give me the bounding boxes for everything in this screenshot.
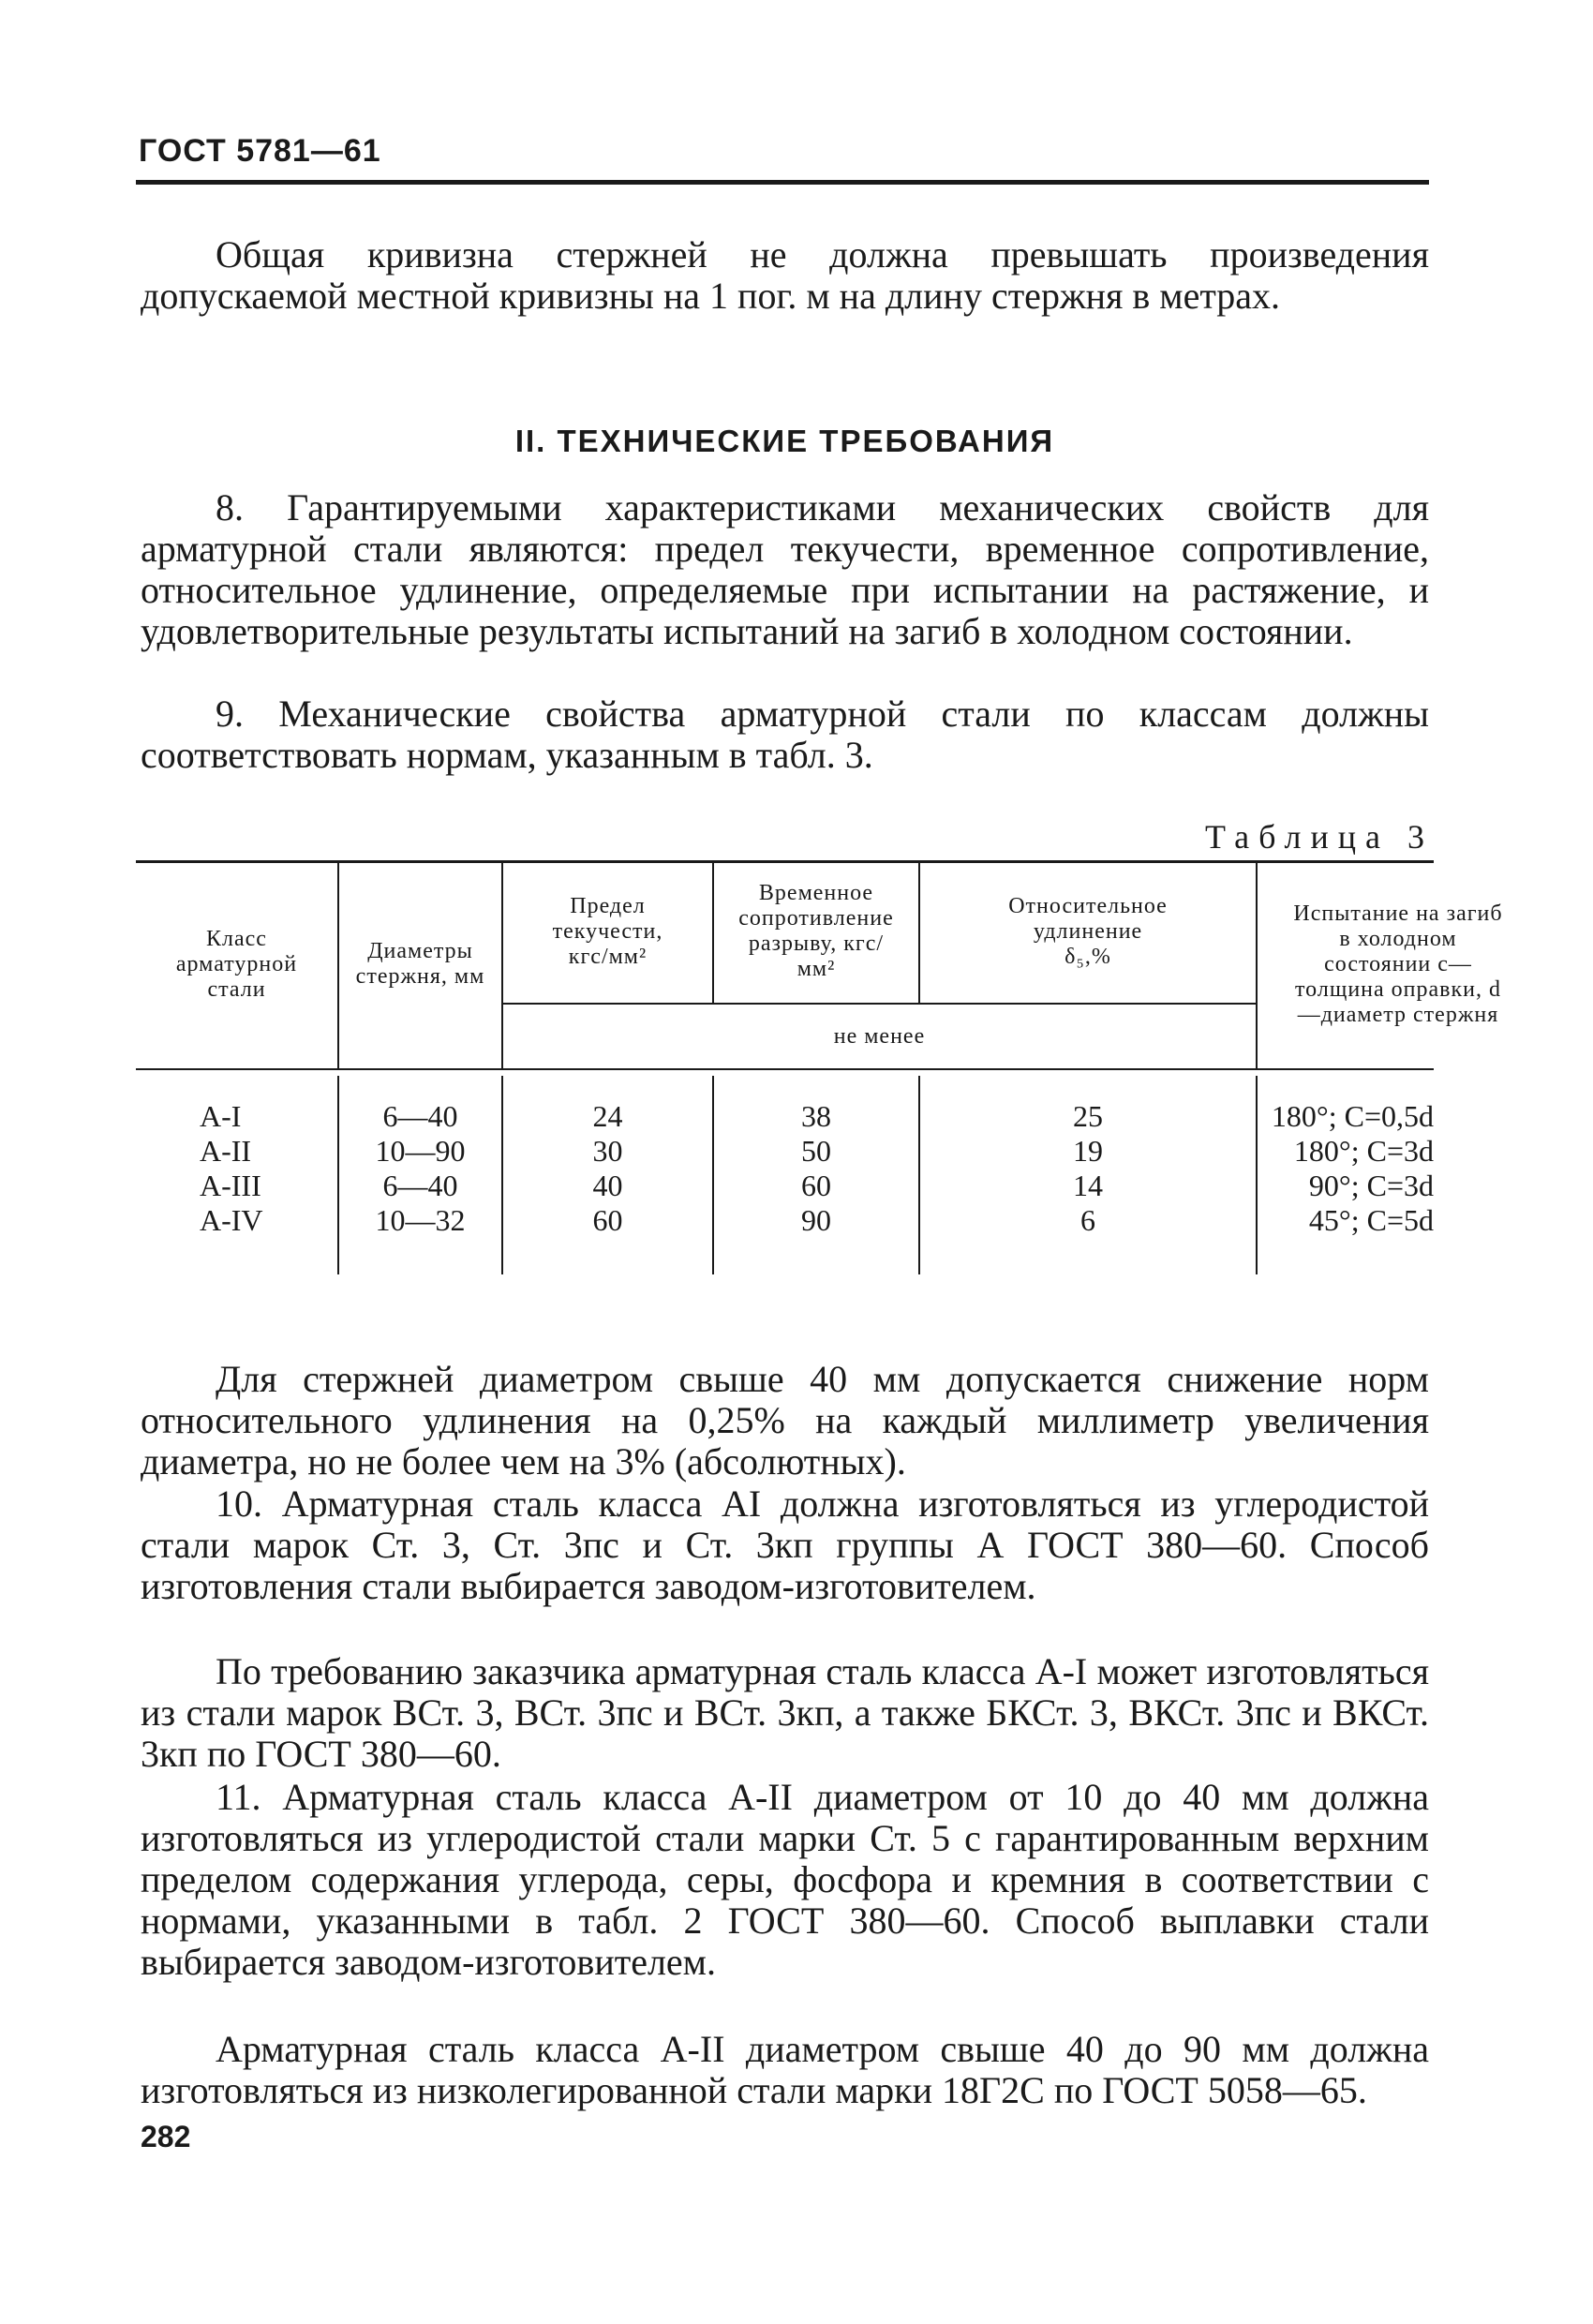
table-cell: 10—32: [375, 1203, 466, 1237]
table-caption: Таблица 3: [1205, 818, 1434, 856]
header-bend: Испытание на загиб в холодном состоянии с—толщина оправки, d—диаметр стержня: [1293, 901, 1503, 1027]
table-cell: 24: [592, 1099, 623, 1133]
col-yield: [503, 1099, 712, 1238]
header-yield: Предел текучести, кгс/мм²: [552, 893, 663, 969]
table-cell: 180°; С=3d: [1293, 1134, 1434, 1168]
table-cell: 30: [592, 1134, 623, 1168]
table-cell: 90: [801, 1203, 831, 1237]
table-cell: 6—40: [382, 1099, 458, 1133]
mechanical-properties-table: [136, 860, 1503, 1282]
table-cell: А-I: [200, 1099, 242, 1133]
header-class: Класс арматурной стали: [175, 926, 298, 1002]
table-cell: А-III: [200, 1169, 261, 1202]
paragraph-10: 10. Арматурная сталь класса AI должна изготовляться из углеродистой стали марок Ст. 3, Ст. 3пс и Ст. 3кп группы А ГОСТ 380—60. Способ изготовления стали выбирается заводом-изготовителем.: [141, 1482, 1429, 1607]
table-cell: 25: [1073, 1099, 1103, 1133]
table-cell: 38: [801, 1099, 831, 1133]
table-cell: 10—90: [375, 1134, 466, 1168]
table-cell: 14: [1073, 1169, 1103, 1202]
header-elongation: Относительное удлинение δ₅,%: [1008, 893, 1168, 969]
paragraph-9: 9. Механические свойства арматурной стали по классам должны соответствовать нормам, указанным в табл. 3.: [141, 693, 1429, 776]
table-cell: 6: [1080, 1203, 1095, 1237]
table-cell: 40: [592, 1169, 623, 1202]
table-cell: А-II: [200, 1134, 252, 1168]
page-number: 282: [141, 2120, 191, 2153]
table-cell: 50: [801, 1134, 831, 1168]
table-cell: А-IV: [200, 1203, 263, 1237]
table-cell: 45°; С=5d: [1308, 1203, 1434, 1237]
col-elongation: [920, 1099, 1256, 1238]
header-not-less: не менее: [833, 1023, 926, 1049]
section-title: II. ТЕХНИЧЕСКИЕ ТРЕБОВАНИЯ: [514, 424, 1055, 458]
header-rule: [136, 180, 1429, 185]
table-cell: 60: [592, 1203, 623, 1237]
paragraph-10b: По требованию заказчика арматурная сталь класса А-I может изготовляться из стали марок ВСт. 3, ВСт. 3пс и ВСт. 3кп, а также БКСт. 3, ВКСт. 3пс и ВКСт. 3кп по ГОСТ 380—60.: [141, 1650, 1429, 1775]
col-class: [200, 1099, 263, 1238]
paragraph-after-table: Для стержней диаметром свыше 40 мм допускается снижение норм относительного удлинения на 0,25% на каждый миллиметр увеличения диаметра, но не более чем на 3% (абсолютных).: [141, 1358, 1429, 1482]
table-cell: 60: [801, 1169, 831, 1202]
header-tensile: Временное сопротивление разрыву, кгс/мм²: [738, 881, 894, 981]
table-cell: 180°; С=0,5d: [1271, 1099, 1434, 1133]
paragraph-11: 11. Арматурная сталь класса А-II диаметром от 10 до 40 мм должна изготовляться из углеродистой стали марки Ст. 5 с гарантированным верхним пределом содержания углерода, серы, фосфора и кремния в соответствии с нормами, указанными в табл. 2 ГОСТ 380—60. Способ выплавки стали выбирается заводом-изготовителем.: [141, 1776, 1429, 1983]
col-bend: [1258, 1099, 1434, 1238]
table-cell: 19: [1073, 1134, 1103, 1168]
col-tensile: [714, 1099, 918, 1238]
paragraph-11b: Арматурная сталь класса А-II диаметром свыше 40 до 90 мм должна изготовляться из низколегированной стали марки 18Г2С по ГОСТ 5058—65.: [141, 2028, 1429, 2111]
table-cell: 90°; С=3d: [1308, 1169, 1434, 1202]
intro-paragraph: Общая кривизна стержней не должна превышать произведения допускаемой местной кривизны на 1 пог. м на длину стержня в метрах.: [141, 233, 1429, 317]
paragraph-8: 8. Гарантируемыми характеристиками механических свойств для арматурной стали являются: предел текучести, временное сопротивление, относительное удлинение, определяемые при испытании на растяжение, и удовлетворительные результаты испытаний на загиб в холодном состоянии.: [141, 486, 1429, 652]
table-header-rule: [136, 1068, 1434, 1070]
document-header: ГОСТ 5781—61: [139, 133, 381, 169]
header-diameter: Диаметры стержня, мм: [355, 939, 485, 989]
table-cell: 6—40: [382, 1169, 458, 1202]
col-diameter: [339, 1099, 501, 1238]
